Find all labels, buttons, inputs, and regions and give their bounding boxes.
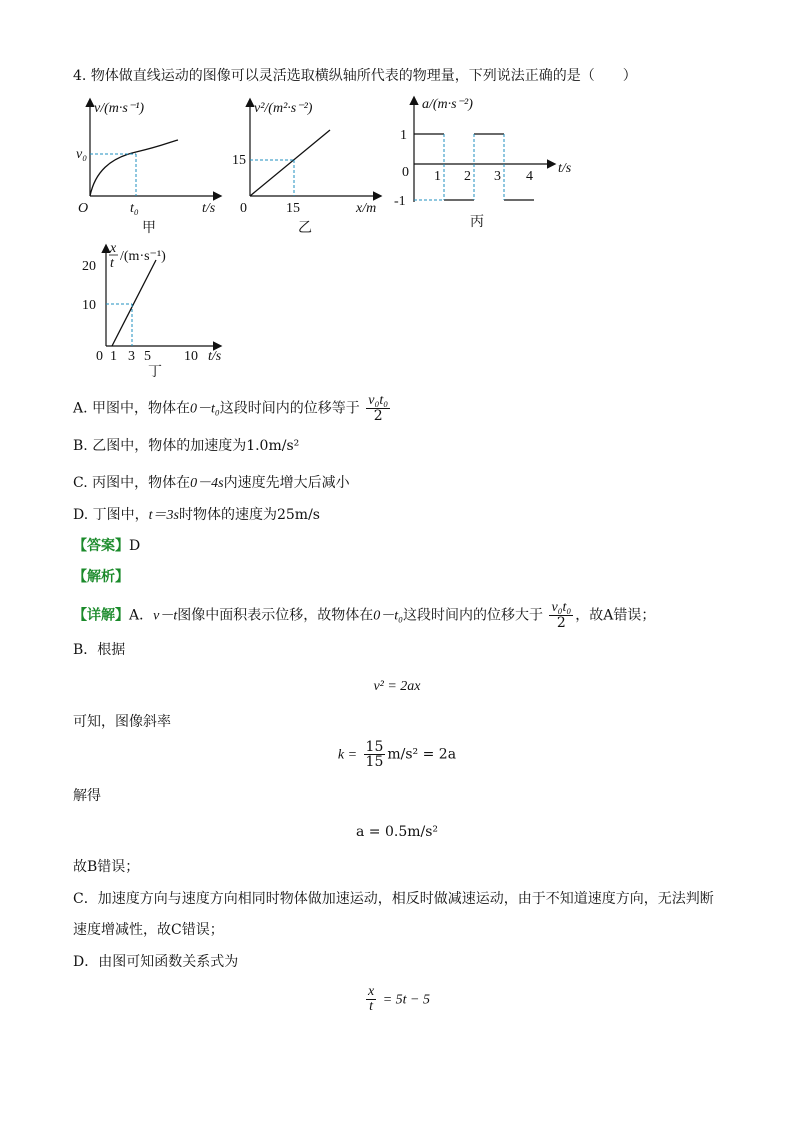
detail-a-frac-den: 2: [556, 615, 566, 631]
detail-b-k: 可知，图像斜率: [73, 714, 171, 730]
question-stem: [73, 66, 637, 86]
ding-origin: 0: [96, 349, 103, 364]
jia-y-mark: v₀: [76, 147, 88, 162]
yi-x-tick: 15: [286, 201, 300, 216]
eq4-num: x: [368, 984, 375, 999]
option-d: [73, 505, 320, 526]
detail-b-solve: 解得: [73, 788, 101, 804]
ding-y-unit: /(m·s⁻¹): [120, 249, 166, 264]
eq2-num: 15: [365, 739, 384, 755]
graph-bing: [392, 92, 592, 242]
option-a-frac-num: v₀t₀: [368, 393, 389, 408]
option-b-label: B.: [73, 438, 88, 454]
jia-x-mark: t₀: [130, 201, 139, 216]
ding-y-tick-20: 20: [82, 259, 96, 274]
option-a-text-mid: 这段时间内的位移等于: [219, 400, 360, 417]
eq4-right: = 5t − 5: [382, 992, 430, 1008]
equation-4: [0, 985, 794, 1014]
detail-a: [73, 601, 655, 630]
eq2-right: m/s² = 2a: [387, 746, 457, 763]
bing-caption: 丙: [470, 214, 484, 230]
graph-yi: [232, 92, 392, 242]
bing-x-tick-2: 2: [464, 169, 471, 184]
jia-caption: 甲: [142, 220, 156, 236]
jia-y-label: v/(m·s⁻¹): [94, 101, 145, 116]
detail-a-fraction: [549, 601, 573, 630]
jia-curve: [90, 140, 178, 196]
bing-y-label: a/(m·s⁻²): [422, 97, 473, 112]
detail-a-post: ，故A错误；: [575, 607, 656, 624]
question-number: 4.: [73, 68, 87, 84]
detail-a-mid2: 这段时间内的位移大于: [403, 607, 543, 624]
yi-line: [250, 130, 330, 196]
ding-caption: 丁: [148, 364, 162, 380]
equation-1: v² = 2ax: [373, 679, 421, 694]
eq2-den: 15: [365, 754, 384, 770]
detail-a-pre: A．: [129, 607, 154, 624]
analysis-line: [73, 567, 129, 587]
yi-x-label: x/m: [356, 201, 377, 216]
detail-c-line2: 速度增减性，故C错误；: [73, 922, 224, 938]
graph-jia: [70, 92, 230, 242]
ding-y-den: t: [110, 256, 114, 271]
option-c-range: 0－4s: [190, 476, 224, 491]
option-d-cond: t＝3s: [148, 508, 179, 523]
question-text: 物体做直线运动的图像可以灵活选取横纵轴所代表的物理量，下列说法正确的是（ ）: [90, 68, 637, 84]
bing-origin: 0: [402, 165, 409, 180]
option-d-label: D.: [73, 507, 89, 523]
detail-b-head: B．根据: [73, 642, 126, 658]
detail-a-vt: v－t: [153, 608, 178, 624]
option-a-fraction: [366, 394, 390, 423]
eq4-fraction: [366, 985, 376, 1014]
ding-x-label: t/s: [208, 349, 222, 364]
answer-tag: 【答案】: [73, 538, 129, 554]
graph-ding: [80, 240, 250, 380]
ding-x-tick-1: 1: [110, 349, 117, 364]
detail-c-line1: C．加速度方向与速度方向相同时物体做加速运动，相反时做减速运动，由于不知道速度方向，无法判断: [73, 891, 714, 907]
bing-y-tick-1: 1: [400, 128, 407, 143]
detail-a-frac-num: v₀t₀: [551, 600, 572, 615]
detail-tag: 【详解】: [73, 607, 129, 624]
option-a-label: A.: [73, 400, 88, 417]
yi-caption: 乙: [298, 220, 312, 236]
analysis-tag: 【解析】: [73, 569, 129, 585]
answer-line: [73, 536, 140, 556]
bing-x-tick-1: 1: [434, 169, 441, 184]
ding-x-tick-5: 5: [144, 349, 151, 364]
eq2-left: k =: [337, 747, 358, 763]
detail-b-conclusion: 故B错误；: [73, 859, 140, 875]
eq2-fraction: [364, 740, 386, 769]
ding-x-tick-10: 10: [184, 349, 198, 364]
jia-origin: O: [78, 201, 89, 216]
yi-origin: 0: [240, 201, 247, 216]
option-a-range: 0－t₀: [190, 401, 220, 417]
ding-y-num: x: [110, 241, 117, 256]
option-b: [73, 436, 299, 456]
yi-y-tick: 15: [232, 153, 246, 168]
option-d-text-mid: 时物体的速度为: [178, 507, 277, 523]
bing-x-tick-3: 3: [494, 169, 501, 184]
option-d-text-pre: 丁图中，: [92, 507, 149, 523]
bing-y-tick-neg1: -1: [394, 194, 406, 209]
equation-3: a = 0.5m/s²: [355, 824, 439, 840]
option-c-text-post: 内速度先增大后减小: [223, 475, 350, 491]
detail-a-mid: 图像中面积表示位移，故物体在: [177, 607, 374, 624]
detail-d-line: D．由图可知函数关系式为: [73, 954, 239, 970]
option-b-value: 1.0m/s²: [246, 438, 300, 454]
option-a-frac-den: 2: [373, 408, 383, 424]
equation-2: [0, 740, 794, 769]
yi-y-label: v²/(m²·s⁻²): [254, 101, 313, 116]
ding-y-tick-10: 10: [82, 298, 96, 313]
option-d-value: 25m/s: [276, 507, 320, 523]
detail-a-range: 0－t₀: [373, 608, 403, 624]
option-c: [73, 473, 350, 494]
eq4-den: t: [369, 999, 374, 1014]
bing-x-label: t/s: [558, 161, 572, 176]
bing-x-tick-4: 4: [526, 169, 533, 184]
option-c-label: C.: [73, 475, 88, 491]
option-a-text-pre: 甲图中，物体在: [92, 400, 191, 417]
ding-x-tick-3: 3: [128, 349, 135, 364]
ding-line: [112, 260, 156, 346]
option-a: [73, 394, 392, 423]
option-c-text-pre: 丙图中，物体在: [92, 475, 191, 491]
answer-value: D: [129, 538, 141, 554]
option-b-text: 乙图中，物体的加速度为: [92, 438, 247, 454]
jia-x-label: t/s: [202, 201, 216, 216]
